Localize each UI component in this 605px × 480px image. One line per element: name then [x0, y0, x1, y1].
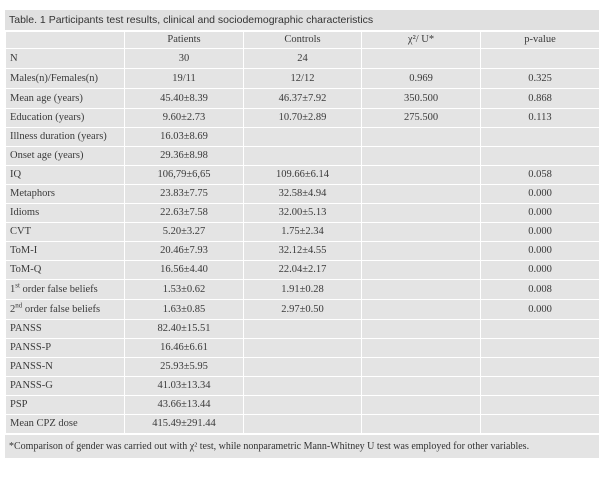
value-cell: 0.868	[481, 89, 600, 109]
value-cell: 275.500	[362, 109, 481, 128]
table-row	[6, 223, 600, 242]
value-cell: 10.70±2.89	[244, 109, 362, 128]
value-cell	[362, 147, 481, 166]
value-cell: 16.46±6.61	[125, 339, 244, 358]
row-label-cell: Mean CPZ dose	[6, 415, 125, 434]
value-cell: 25.93±5.95	[125, 358, 244, 377]
table-row	[6, 242, 600, 261]
value-cell: 1.63±0.85	[125, 300, 244, 320]
value-cell: 43.66±13.44	[125, 396, 244, 415]
value-cell	[481, 147, 600, 166]
value-cell	[244, 147, 362, 166]
row-label-cell: 1st order false beliefs	[6, 280, 125, 300]
value-cell	[362, 358, 481, 377]
value-cell	[362, 185, 481, 204]
table-row	[6, 128, 600, 147]
row-label-cell: IQ	[6, 166, 125, 185]
value-cell	[362, 128, 481, 147]
row-label-cell: Males(n)/Females(n)	[6, 69, 125, 89]
value-cell: 0.000	[481, 242, 600, 261]
table-row	[6, 147, 600, 166]
value-cell: 415.49±291.44	[125, 415, 244, 434]
table-row	[6, 69, 600, 89]
row-label-cell: PANSS-N	[6, 358, 125, 377]
row-label-cell: Metaphors	[6, 185, 125, 204]
value-cell: 109.66±6.14	[244, 166, 362, 185]
results-table	[5, 31, 600, 434]
value-cell: 29.36±8.98	[125, 147, 244, 166]
value-cell: 82.40±15.51	[125, 320, 244, 339]
value-cell: 5.20±3.27	[125, 223, 244, 242]
table-row	[6, 185, 600, 204]
value-cell	[481, 49, 600, 69]
value-cell: 30	[125, 49, 244, 69]
value-cell: 0.008	[481, 280, 600, 300]
value-cell: 0.000	[481, 261, 600, 280]
header-cell: Patients	[125, 32, 244, 49]
value-cell: 0.000	[481, 185, 600, 204]
value-cell	[244, 320, 362, 339]
table-row	[6, 261, 600, 280]
row-label-cell: Education (years)	[6, 109, 125, 128]
table-caption: Table. 1 Participants test results, clinical and sociodemographic characteristics	[5, 10, 599, 31]
table-row	[6, 109, 600, 128]
value-cell: 32.58±4.94	[244, 185, 362, 204]
header-cell: Controls	[244, 32, 362, 49]
value-cell	[244, 377, 362, 396]
row-label-cell: 2nd order false beliefs	[6, 300, 125, 320]
value-cell	[244, 415, 362, 434]
row-label-cell: PSP	[6, 396, 125, 415]
table-row	[6, 89, 600, 109]
value-cell	[244, 396, 362, 415]
value-cell: 0.000	[481, 223, 600, 242]
value-cell: 32.12±4.55	[244, 242, 362, 261]
value-cell	[244, 128, 362, 147]
row-label-cell: CVT	[6, 223, 125, 242]
value-cell	[481, 415, 600, 434]
value-cell: 106,79±6,65	[125, 166, 244, 185]
value-cell	[362, 396, 481, 415]
value-cell: 350.500	[362, 89, 481, 109]
value-cell: 22.63±7.58	[125, 204, 244, 223]
table-row	[6, 204, 600, 223]
value-cell: 46.37±7.92	[244, 89, 362, 109]
value-cell: 0.969	[362, 69, 481, 89]
value-cell	[362, 415, 481, 434]
value-cell: 22.04±2.17	[244, 261, 362, 280]
row-label-cell: N	[6, 49, 125, 69]
value-cell: 32.00±5.13	[244, 204, 362, 223]
table-footnote: *Comparison of gender was carried out with χ² test, while nonparametric Mann-Whitney U test was employed for other variables.	[5, 434, 599, 458]
header-cell	[6, 32, 125, 49]
row-label-cell: Onset age (years)	[6, 147, 125, 166]
value-cell	[481, 377, 600, 396]
value-cell	[362, 320, 481, 339]
value-cell: 24	[244, 49, 362, 69]
value-cell: 0.325	[481, 69, 600, 89]
value-cell: 12/12	[244, 69, 362, 89]
value-cell	[244, 358, 362, 377]
value-cell	[362, 280, 481, 300]
value-cell	[481, 128, 600, 147]
value-cell	[362, 166, 481, 185]
value-cell: 20.46±7.93	[125, 242, 244, 261]
value-cell: 0.000	[481, 204, 600, 223]
value-cell: 16.03±8.69	[125, 128, 244, 147]
header-cell: χ²/ U*	[362, 32, 481, 49]
value-cell	[362, 300, 481, 320]
value-cell	[362, 242, 481, 261]
value-cell	[362, 261, 481, 280]
table-row	[6, 377, 600, 396]
row-label-cell: ToM-Q	[6, 261, 125, 280]
row-label-cell: Mean age (years)	[6, 89, 125, 109]
value-cell: 2.97±0.50	[244, 300, 362, 320]
table-row	[6, 358, 600, 377]
table-row	[6, 49, 600, 69]
table-row	[6, 339, 600, 358]
value-cell	[362, 223, 481, 242]
data-table-container	[5, 10, 599, 458]
value-cell: 16.56±4.40	[125, 261, 244, 280]
table-row	[6, 396, 600, 415]
value-cell: 23.83±7.75	[125, 185, 244, 204]
header-cell: p-value	[481, 32, 600, 49]
row-label-cell: PANSS-P	[6, 339, 125, 358]
value-cell: 0.113	[481, 109, 600, 128]
header-row	[6, 32, 600, 49]
value-cell	[362, 377, 481, 396]
table-row	[6, 300, 600, 320]
value-cell: 41.03±13.34	[125, 377, 244, 396]
value-cell: 45.40±8.39	[125, 89, 244, 109]
table-row	[6, 280, 600, 300]
value-cell	[362, 204, 481, 223]
value-cell	[481, 358, 600, 377]
value-cell: 1.91±0.28	[244, 280, 362, 300]
value-cell: 1.75±2.34	[244, 223, 362, 242]
table-row	[6, 415, 600, 434]
value-cell: 0.000	[481, 300, 600, 320]
row-label-cell: PANSS	[6, 320, 125, 339]
value-cell	[481, 320, 600, 339]
value-cell: 1.53±0.62	[125, 280, 244, 300]
table-row	[6, 320, 600, 339]
value-cell	[362, 49, 481, 69]
table-row	[6, 166, 600, 185]
value-cell	[244, 339, 362, 358]
value-cell	[481, 396, 600, 415]
row-label-cell: PANSS-G	[6, 377, 125, 396]
row-label-cell: Idioms	[6, 204, 125, 223]
value-cell	[362, 339, 481, 358]
value-cell: 19/11	[125, 69, 244, 89]
row-label-cell: ToM-I	[6, 242, 125, 261]
value-cell: 9.60±2.73	[125, 109, 244, 128]
row-label-cell: Illness duration (years)	[6, 128, 125, 147]
value-cell: 0.058	[481, 166, 600, 185]
value-cell	[481, 339, 600, 358]
